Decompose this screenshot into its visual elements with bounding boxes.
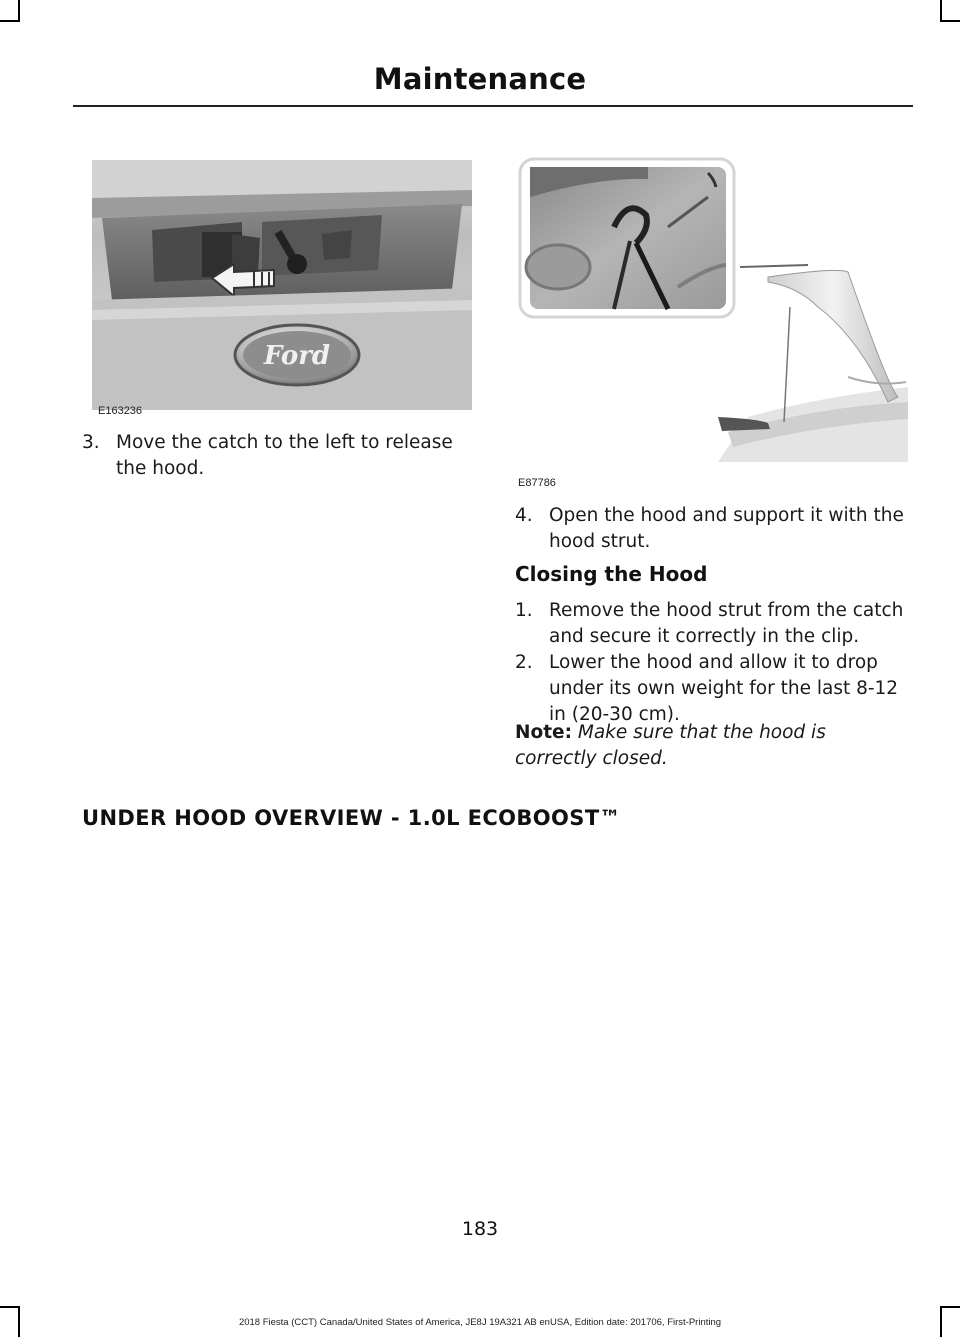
hood-catch-figure bbox=[92, 160, 472, 410]
section-heading: UNDER HOOD OVERVIEW - 1.0L ECOBOOST™ bbox=[82, 806, 621, 830]
crop-mark bbox=[0, 20, 20, 22]
figure-id-left: E163236 bbox=[98, 405, 143, 417]
step-number: 3. bbox=[82, 432, 100, 453]
step-number: 2. bbox=[515, 652, 533, 673]
closing-hood-heading: Closing the Hood bbox=[515, 562, 708, 586]
note-text: Make sure that the hood is correctly closed. bbox=[515, 722, 826, 769]
crop-mark bbox=[940, 0, 942, 22]
hood-catch-illustration bbox=[92, 160, 472, 410]
page-title: Maintenance bbox=[373, 62, 587, 96]
page-number: 183 bbox=[461, 1218, 499, 1240]
crop-mark bbox=[18, 0, 20, 22]
closing-note bbox=[515, 720, 910, 772]
note-label: Note: bbox=[515, 722, 572, 743]
crop-mark bbox=[940, 1306, 960, 1308]
crop-mark bbox=[940, 20, 960, 22]
step-3 bbox=[82, 430, 467, 482]
footer-imprint: 2018 Fiesta (CCT) Canada/United States of America, JE8J 19A321 AB enUSA, Edition date: 201706, First-Printing bbox=[238, 1317, 722, 1328]
step-number: 4. bbox=[515, 505, 533, 526]
step-text: Open the hood and support it with the hood strut. bbox=[549, 505, 904, 552]
step-number: 1. bbox=[515, 600, 533, 621]
hood-strut-figure bbox=[518, 157, 908, 462]
svg-text:Ford: Ford bbox=[263, 341, 331, 371]
crop-mark bbox=[0, 1306, 20, 1308]
step-text: Move the catch to the left to release the hood. bbox=[116, 432, 453, 479]
step-text: Lower the hood and allow it to drop under its own weight for the last 8-12 in (20-30 cm). bbox=[549, 652, 899, 725]
figure-id-right: E87786 bbox=[518, 477, 556, 489]
closing-step-2 bbox=[515, 650, 910, 728]
step-text: Remove the hood strut from the catch and secure it correctly in the clip. bbox=[549, 600, 904, 647]
hood-strut-illustration bbox=[518, 157, 908, 462]
step-4 bbox=[515, 503, 910, 555]
closing-step-1 bbox=[515, 598, 910, 650]
header-rule bbox=[73, 105, 913, 107]
